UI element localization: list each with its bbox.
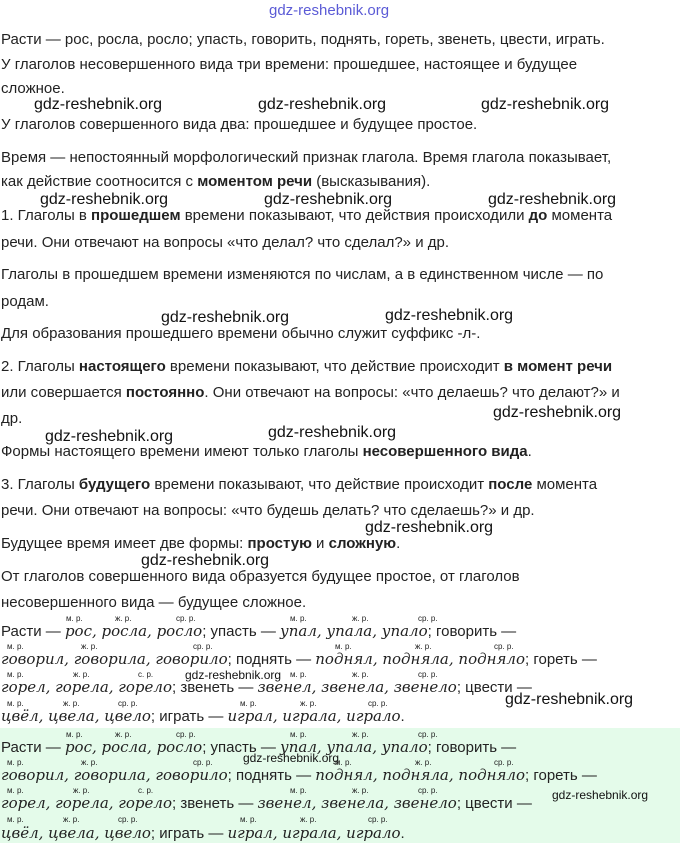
- watermark: gdz-reshebnik.org: [45, 428, 174, 445]
- answer-line: горел, горела, горело; звенеть — звенел, звенела, звенело; цвести —: [1, 794, 532, 812]
- gender-mark: ср. р.: [193, 642, 213, 651]
- gender-mark: ж. р.: [415, 642, 432, 651]
- gender-mark: м. р.: [335, 642, 352, 651]
- paragraph: речи. Они отвечают на вопросы «что делал? что сделал?» и др.: [1, 234, 450, 251]
- watermark: gdz-reshebnik.org: [161, 309, 290, 326]
- gender-mark: м. р.: [66, 614, 83, 623]
- gender-mark: ср. р.: [418, 614, 438, 623]
- answer-line: цвёл, цвела, цвело; играть — играл, играла, играло.: [1, 824, 405, 842]
- gender-mark: ср. р.: [368, 815, 388, 824]
- paragraph: Расти — рос, росла, росло; упасть, говорить, поднять, гореть, звенеть, цвести, играть.: [1, 31, 605, 48]
- watermark: gdz-reshebnik.org: [385, 307, 514, 324]
- paragraph: речи. Они отвечают на вопросы: «что будешь делать? что сделаешь?» и др.: [1, 502, 535, 519]
- gender-mark: м. р.: [7, 815, 24, 824]
- answer-line: Расти — рос, росла, росло; упасть — упал, упала, упало; говорить —: [1, 622, 517, 640]
- gender-mark: ж. р.: [81, 642, 98, 651]
- gender-mark: м. р.: [240, 699, 257, 708]
- gender-mark: м. р.: [290, 786, 307, 795]
- gender-mark: ср. р.: [418, 730, 438, 739]
- paragraph: 3. Глаголы будущего времени показывают, что действие происходит после момента: [1, 476, 598, 493]
- gender-mark: ср. р.: [193, 758, 213, 767]
- gender-mark: с. р.: [138, 670, 154, 679]
- paragraph: У глаголов совершенного вида два: прошедшее и будущее простое.: [1, 116, 478, 133]
- gender-mark: ж. р.: [63, 699, 80, 708]
- gender-mark: м. р.: [7, 642, 24, 651]
- paragraph: Для образования прошедшего времени обычно служит суффикс -л-.: [1, 325, 481, 342]
- gender-mark: с. р.: [138, 786, 154, 795]
- paragraph: От глаголов совершенного вида образуется будущее простое, от глаголов: [1, 568, 520, 585]
- gender-mark: м. р.: [335, 758, 352, 767]
- site-watermark-top: gdz-reshebnik.org: [269, 2, 390, 19]
- watermark: gdz-reshebnik.org: [268, 424, 397, 441]
- answer-line: цвёл, цвела, цвело; играть — играл, играла, играло.: [1, 707, 405, 725]
- gender-mark: ср. р.: [176, 730, 196, 739]
- paragraph: 2. Глаголы настоящего времени показывают, что действие происходит в момент речи: [1, 358, 613, 375]
- gender-mark: м. р.: [7, 699, 24, 708]
- paragraph: У глаголов несовершенного вида три времени: прошедшее, настоящее и будущее: [1, 56, 578, 73]
- watermark: gdz-reshebnik.org: [493, 404, 622, 421]
- paragraph: или совершается постоянно. Они отвечают на вопросы: «что делаешь? что делают?» и: [1, 384, 620, 401]
- watermark: gdz-reshebnik.org: [141, 552, 270, 569]
- watermark: gdz-reshebnik.org: [40, 191, 169, 208]
- paragraph: несовершенного вида — будущее сложное.: [1, 594, 307, 611]
- gender-mark: ж. р.: [352, 786, 369, 795]
- paragraph: Формы настоящего времени имеют только глаголы несовершенного вида.: [1, 443, 532, 460]
- watermark: gdz-reshebnik.org: [552, 788, 649, 802]
- paragraph: Глаголы в прошедшем времени изменяются по числам, а в единственном числе — по: [1, 266, 604, 283]
- watermark: gdz-reshebnik.org: [505, 691, 634, 708]
- gender-mark: м. р.: [290, 670, 307, 679]
- gender-mark: ж. р.: [415, 758, 432, 767]
- gender-mark: ж. р.: [63, 815, 80, 824]
- answer-line: говорил, говорила, говорило; поднять — поднял, подняла, подняло; гореть —: [1, 766, 597, 784]
- gender-mark: м. р.: [290, 730, 307, 739]
- gender-mark: ср. р.: [494, 642, 514, 651]
- gender-mark: ж. р.: [352, 614, 369, 623]
- paragraph: родам.: [1, 293, 49, 310]
- watermark: gdz-reshebnik.org: [481, 96, 610, 113]
- gender-mark: ср. р.: [118, 699, 138, 708]
- watermark: gdz-reshebnik.org: [258, 96, 387, 113]
- watermark: gdz-reshebnik.org: [264, 191, 393, 208]
- gender-mark: ж. р.: [115, 614, 132, 623]
- gender-mark: м. р.: [7, 786, 24, 795]
- watermark: gdz-reshebnik.org: [365, 519, 494, 536]
- gender-mark: ж. р.: [115, 730, 132, 739]
- watermark: gdz-reshebnik.org: [243, 751, 340, 765]
- answer-line: горел, горела, горело; звенеть — звенел, звенела, звенело; цвести —: [1, 678, 532, 696]
- paragraph: Будущее время имеет две формы: простую и сложную.: [1, 535, 401, 552]
- gender-mark: м. р.: [7, 670, 24, 679]
- gender-mark: ж. р.: [352, 670, 369, 679]
- gender-mark: ж. р.: [300, 699, 317, 708]
- gender-mark: ср. р.: [418, 786, 438, 795]
- gender-mark: ж. р.: [73, 786, 90, 795]
- paragraph: Время — непостоянный морфологический признак глагола. Время глагола показывает,: [1, 149, 612, 166]
- answer-line: говорил, говорила, говорило; поднять — поднял, подняла, подняло; гореть —: [1, 650, 597, 668]
- gender-mark: м. р.: [66, 730, 83, 739]
- watermark: gdz-reshebnik.org: [34, 96, 163, 113]
- watermark: gdz-reshebnik.org: [488, 191, 617, 208]
- gender-mark: ср. р.: [118, 815, 138, 824]
- gender-mark: ср. р.: [368, 699, 388, 708]
- gender-mark: м. р.: [290, 614, 307, 623]
- gender-mark: ж. р.: [81, 758, 98, 767]
- gender-mark: ср. р.: [494, 758, 514, 767]
- gender-mark: м. р.: [7, 758, 24, 767]
- gender-mark: ж. р.: [300, 815, 317, 824]
- gender-mark: м. р.: [240, 815, 257, 824]
- gender-mark: ж. р.: [73, 670, 90, 679]
- gender-mark: ж. р.: [352, 730, 369, 739]
- paragraph: сложное.: [1, 80, 65, 97]
- paragraph: как действие соотносится с моментом речи (высказывания).: [1, 173, 431, 190]
- paragraph: др.: [1, 410, 23, 427]
- watermark: gdz-reshebnik.org: [185, 668, 282, 682]
- gender-mark: ср. р.: [176, 614, 196, 623]
- gender-mark: ср. р.: [418, 670, 438, 679]
- paragraph: 1. Глаголы в прошедшем времени показывают, что действия происходили до момента: [1, 207, 613, 224]
- answer-line: Расти — рос, росла, росло; упасть — упал, упала, упало; говорить —: [1, 738, 517, 756]
